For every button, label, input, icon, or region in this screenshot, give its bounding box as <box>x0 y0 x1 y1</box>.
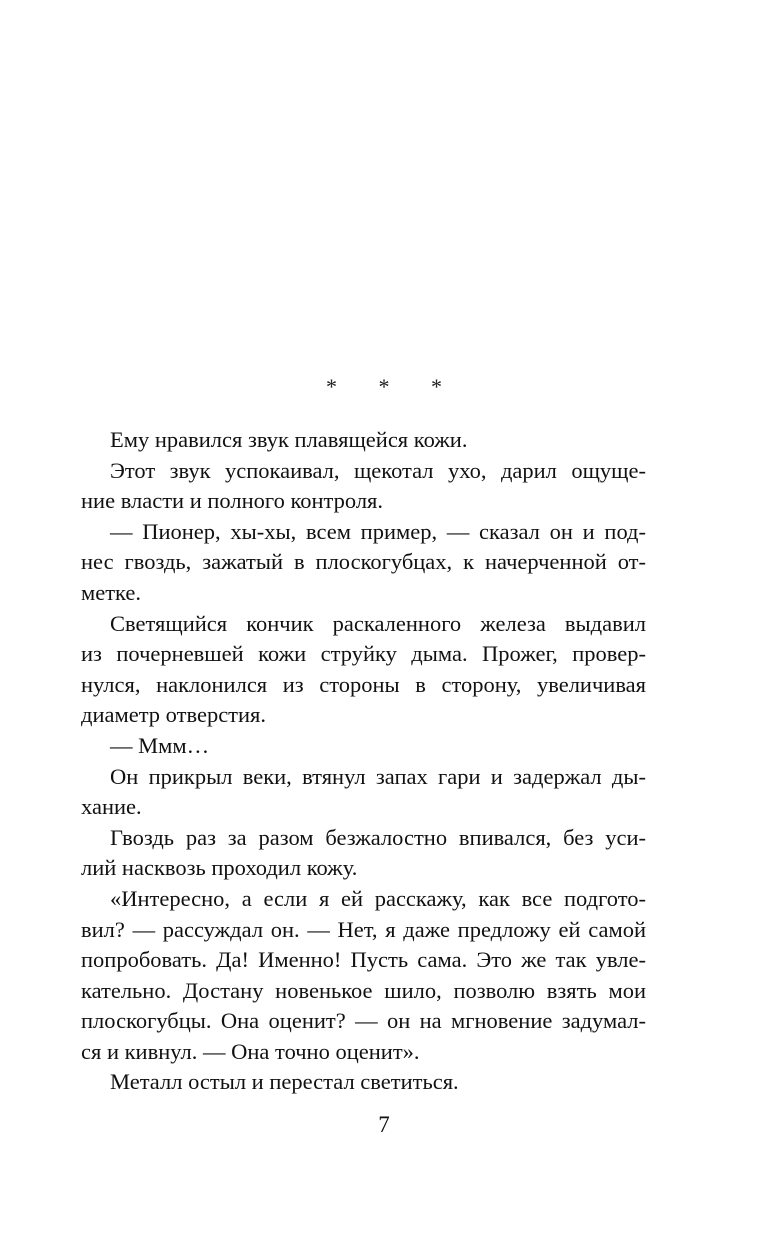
text-line: Ему нравился звук плавящейся кожи. <box>110 427 468 452</box>
section-separator: * * * <box>326 374 460 399</box>
text-line: кательно. Достану новенькое шило, позволю взять мои <box>81 977 646 1003</box>
text-line: ние власти и полного контроля. <box>81 488 384 514</box>
text-line: Металл остыл и перестал светиться. <box>110 1069 459 1095</box>
body-text <box>81 425 646 1098</box>
page-number: 7 <box>378 1112 390 1137</box>
text-line: вил? — рассуждал он. — Нет, я даже предложу ей самой <box>81 916 646 942</box>
text-line: Светящийся кончик раскаленного железа выдавил <box>110 610 646 636</box>
text-line: нес гвоздь, зажатый в плоскогубцах, к начерченной от- <box>81 549 646 575</box>
text-line: Гвоздь раз за разом безжалостно впивался, без уси- <box>110 824 646 850</box>
text-line: — Пионер, хы-хы, всем пример, — сказал он и под- <box>110 518 646 544</box>
text-line: Он прикрыл веки, втянул запах гари и задержал ды- <box>110 763 646 789</box>
text-line: «Интересно, а если я ей расскажу, как все подгото- <box>110 885 646 911</box>
text-line: диаметр отверстия. <box>81 702 267 728</box>
text-line: попробовать. Да! Именно! Пусть сама. Это же так увле- <box>81 947 646 973</box>
text-line: лий насквозь проходил кожу. <box>81 855 358 881</box>
text-line: метке. <box>81 579 142 605</box>
text-line: ся и кивнул. — Она точно оценит». <box>81 1038 420 1064</box>
text-line: Этот звук успокаивал, щекотал ухо, дарил ощуще- <box>110 457 646 483</box>
text-line: плоскогубцы. Она оценит? — он на мгновение задумал- <box>81 1008 646 1034</box>
text-line: хание. <box>81 794 142 820</box>
text-line: — Ммм… <box>110 732 210 758</box>
text-line: нулся, наклонился из стороны в сторону, увеличивая <box>81 671 646 697</box>
text-line: из почерневшей кожи струйку дыма. Прожег, провер- <box>81 641 646 667</box>
